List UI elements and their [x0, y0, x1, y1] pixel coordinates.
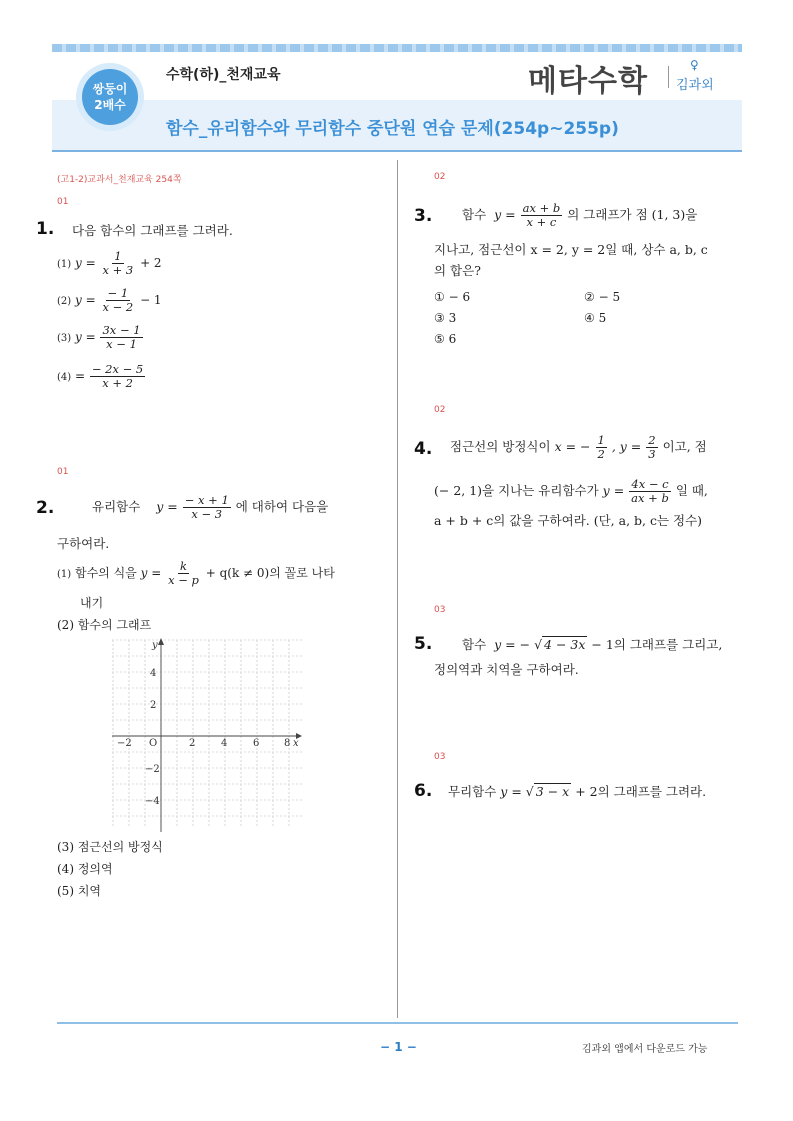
q2-sub5: (5) 치역: [57, 884, 101, 898]
person-icon: ♀: [690, 58, 699, 72]
q2-text: [92, 494, 382, 521]
q1-item-label: (2): [57, 296, 72, 307]
q5-radicand: 4 − 3x: [544, 637, 586, 652]
x-axis-label: x: [293, 738, 299, 749]
y-tick-label: 4: [150, 668, 157, 679]
fraction: [90, 363, 145, 390]
fraction-denominator: x + 3: [102, 263, 134, 277]
q4-after: 이고, 점: [662, 439, 707, 454]
fraction-numerator: ax + b: [522, 201, 561, 215]
q6-tail: + 2의 그래프를 그려라.: [575, 784, 707, 799]
q2-intro: 유리함수: [92, 499, 141, 514]
column-divider: [397, 160, 398, 1018]
q5-intro: 함수: [462, 637, 487, 652]
q1-item-label: (3): [57, 333, 72, 344]
x-tick-label: 2: [189, 738, 196, 749]
y-tick-label: −2: [145, 764, 160, 775]
subject-label: 수학(하)_천재교육: [166, 67, 281, 83]
footer-line: [57, 1022, 738, 1024]
q1-item-lhs: y =: [75, 330, 96, 344]
y-axis-arrow: [158, 638, 164, 645]
fraction-denominator: x − 1: [106, 337, 137, 351]
page-number: − 1 −: [380, 1040, 417, 1054]
badge-line2: 2배수: [94, 98, 126, 112]
q5-tag: 03: [434, 605, 446, 615]
q3-text: [462, 202, 697, 229]
fraction: [646, 434, 657, 461]
q4-intro: 점근선의 방정식이: [450, 439, 551, 454]
fraction-denominator: 3: [648, 447, 656, 461]
q1-tag: 01: [57, 197, 69, 207]
q3-line2: 지나고, 점근선이 x = 2, y = 2일 때, 상수 a, b, c: [434, 242, 708, 257]
fraction-numerator: − 2x − 5: [91, 362, 144, 376]
q1-item-tail: − 1: [140, 293, 162, 307]
fraction-numerator: k: [180, 559, 187, 573]
document-title: 함수_유리함수와 무리함수 중단원 연습 문제(254p~255p): [166, 119, 619, 139]
fraction-numerator: 4x − c: [631, 477, 669, 491]
q2-sub1-text: 함수의 식을: [75, 566, 137, 580]
q3-line3: 의 합은?: [434, 263, 481, 278]
q3-number: 3.: [414, 206, 433, 226]
y-axis-label: y: [152, 640, 158, 651]
fraction-denominator: 2: [597, 447, 605, 461]
q1-item-3: [57, 324, 144, 351]
q1-item-tail: + 2: [140, 256, 162, 270]
q2-sub1-cont: 내기: [80, 596, 104, 610]
fraction-numerator: 3x − 1: [102, 323, 141, 337]
q1-item-lhs: y =: [75, 256, 96, 270]
q6-radicand: 3 − x: [535, 784, 570, 799]
q4-x-eq: x = −: [554, 439, 591, 454]
q3-choice-4: ④ 5: [584, 311, 607, 325]
q2-sub1-label: (1): [57, 569, 72, 580]
fraction: [183, 494, 231, 521]
fraction-numerator: 2: [648, 433, 656, 447]
x-tick-label: 6: [253, 738, 260, 749]
grid-lines: [112, 640, 302, 828]
q3-after: 의 그래프가 점 (1, 3)을: [567, 207, 698, 222]
q2-sub3: (3) 점근선의 방정식: [57, 840, 163, 854]
fraction: [100, 324, 142, 351]
q4-line2-lhs: y =: [602, 483, 625, 498]
q2-tag: 01: [57, 467, 69, 477]
q1-text: 다음 함수의 그래프를 그려라.: [72, 223, 233, 238]
fraction: [100, 287, 135, 314]
fraction-numerator: − 1: [107, 286, 129, 300]
q3-choice-2: ② − 5: [584, 290, 621, 304]
q2-sub1: [57, 560, 335, 587]
fraction-denominator: x − p: [168, 573, 199, 587]
brand-logo: 메타수학: [528, 64, 648, 99]
q2-sub1-lhs: y =: [140, 566, 162, 580]
fraction-denominator: x + c: [526, 215, 557, 229]
fraction-denominator: x + 2: [102, 376, 133, 390]
sqrt-sign-icon: √: [525, 784, 534, 799]
fraction-numerator: 1: [114, 249, 122, 263]
q2-sub1-tail: + q(k ≠ 0)의 꼴로 나타: [205, 566, 335, 580]
fraction-numerator: 1: [597, 433, 605, 447]
q1-item-1: [57, 250, 162, 277]
coordinate-grid: [112, 636, 304, 832]
q4-line3: a + b + c의 값을 구하여라. (단, a, b, c는 정수): [434, 513, 703, 528]
fraction-denominator: x − 2: [102, 300, 134, 314]
logo-divider: [668, 66, 669, 88]
q3-lhs: y =: [494, 207, 516, 222]
q6-lhs: y =: [500, 784, 522, 799]
fraction: [521, 202, 563, 229]
sqrt-sign-icon: √: [534, 637, 543, 652]
q5-line2: 정의역과 치역을 구하여라.: [434, 662, 579, 677]
q6-text: [448, 783, 706, 801]
q6-intro: 무리함수: [448, 784, 497, 799]
q6-tag: 03: [434, 752, 446, 762]
brand-sub-logo: 김과외: [676, 78, 714, 93]
fraction: [596, 434, 607, 461]
badge: [82, 69, 138, 125]
q1-item-lhs: =: [75, 369, 86, 383]
footer-note: 김과외 앱에서 다운로드 가능: [582, 1044, 708, 1055]
q1-item-label: (4): [57, 372, 72, 383]
q4-number: 4.: [414, 439, 433, 459]
source-label: (고1-2)교과서_천재교육 254쪽: [57, 175, 182, 185]
q2-line2: 구하여라.: [57, 536, 110, 551]
q6-number: 6.: [414, 781, 433, 801]
x-tick-label: −2: [117, 738, 132, 749]
q1-item-2: [57, 287, 162, 314]
q3-choice-3: ③ 3: [434, 311, 457, 325]
q4-tag: 02: [434, 405, 446, 415]
q3-tag: 02: [434, 172, 446, 182]
y-tick-label: 2: [150, 700, 157, 711]
fraction: [166, 560, 201, 587]
badge-line1: 쌍둥이: [92, 82, 128, 96]
q4-line2: [434, 478, 708, 505]
q4-y-eq: , y =: [611, 439, 642, 454]
header-stripe: [52, 44, 742, 52]
q5-tail: − 1의 그래프를 그리고,: [591, 637, 723, 652]
x-tick-label: 8: [284, 738, 291, 749]
q3-choice-1: ① − 6: [434, 290, 471, 304]
q2-after: 에 대하여 다음을: [235, 499, 329, 514]
x-tick-label: 4: [221, 738, 228, 749]
q3-intro: 함수: [462, 207, 487, 222]
q3-choice-5: ⑤ 6: [434, 332, 457, 346]
q2-number: 2.: [36, 498, 55, 518]
q1-item-label: (1): [57, 259, 72, 270]
y-tick-label: −4: [145, 796, 160, 807]
fraction-numerator: − x + 1: [184, 493, 229, 507]
fraction: [100, 250, 135, 277]
fraction-denominator: ax + b: [631, 491, 669, 505]
q2-sub2: (2) 함수의 그래프: [57, 618, 152, 632]
q4-line2-after: 일 때,: [675, 483, 708, 498]
fraction: [629, 478, 671, 505]
q5-lhs: y = −: [494, 637, 531, 652]
q4-line2-text: (− 2, 1)을 지나는 유리함수가: [434, 483, 599, 498]
q1-item-4: [57, 363, 146, 390]
q2-sub4: (4) 정의역: [57, 862, 113, 876]
fraction-denominator: x − 3: [191, 507, 223, 521]
q1-item-lhs: y =: [75, 293, 96, 307]
origin-label: O: [149, 738, 158, 749]
q5-number: 5.: [414, 634, 433, 654]
q2-lhs: y =: [156, 499, 178, 514]
q1-number: 1.: [36, 219, 55, 239]
q5-text: [462, 636, 722, 654]
q4-text: [450, 434, 707, 461]
